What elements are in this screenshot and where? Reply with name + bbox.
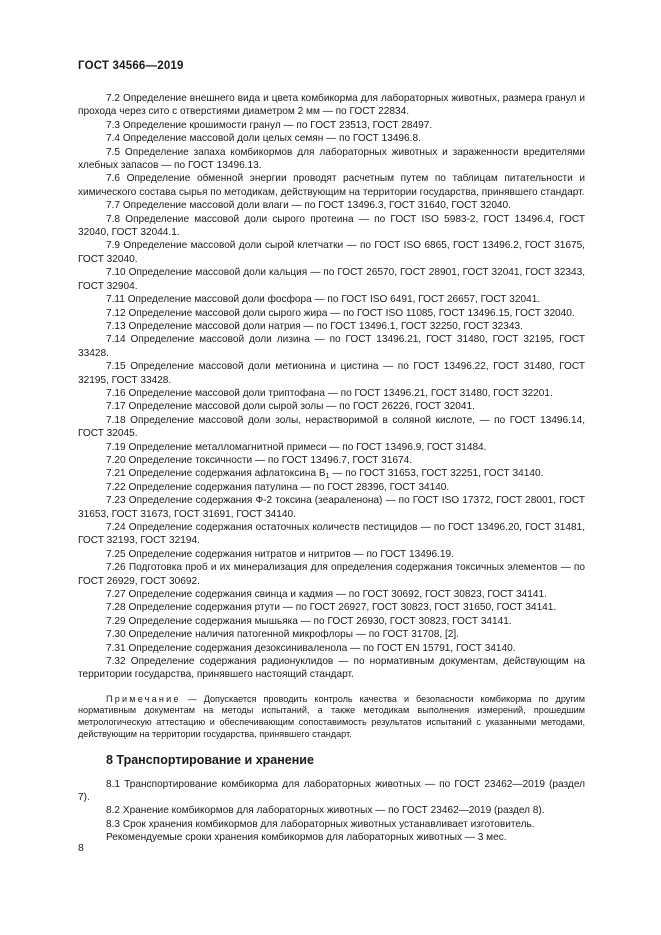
clause-8-1: 8.1 Транспортирование комбикорма для лабораторных животных — по ГОСТ 23462—2019 (раздел 7).	[78, 778, 585, 804]
note	[78, 694, 585, 740]
clause-7-2: 7.2 Определение внешнего вида и цвета комбикорма для лабораторных животных, размера гранул и прохода через сито с отверстиями диаметром 2 мм — по ГОСТ 22834.	[78, 93, 585, 118]
clause-7-21-text: 7.21 Определение содержания афлатоксина В	[106, 468, 326, 480]
clause-7-27: 7.27 Определение содержания свинца и кадмия — по ГОСТ 30692, ГОСТ 30823, ГОСТ 34141.	[106, 589, 547, 601]
clause-7-26: 7.26 Подготовка проб и их минерализация для определения содержания токсичных элементов — по ГОСТ 26929, ГОСТ 30692.	[78, 562, 585, 587]
clause-7-20: 7.20 Определение токсичности — по ГОСТ 13496.7, ГОСТ 31674.	[106, 454, 413, 466]
clause-7-13: 7.13 Определение массовой доли натрия — по ГОСТ 13496.1, ГОСТ 32250, ГОСТ 32343.	[106, 320, 523, 332]
clause-7-15: 7.15 Определение массовой доли метионина и цистина — по ГОСТ 13496.22, ГОСТ 31480, ГОСТ 32195, ГОСТ 33428.	[78, 361, 585, 386]
clause-7-14: 7.14 Определение массовой доли лизина — по ГОСТ 13496.21, ГОСТ 31480, ГОСТ 32195, ГОСТ 33428.	[78, 334, 585, 359]
section-8-title: 8 Транспортирование и хранение	[106, 753, 314, 768]
clause-7-8: 7.8 Определение массовой доли сырого протеина — по ГОСТ ISO 5983-2, ГОСТ 13496.4, ГОСТ 32040, ГОСТ 32044.1.	[78, 213, 585, 239]
clause-7-32: 7.32 Определение содержания радионуклидов — по нормативным документам, действующим на территории государства, принявшего настоящий стандарт.	[78, 656, 585, 681]
clause-7-21-subscript: 1	[325, 473, 330, 481]
clause-7-16: 7.16 Определение массовой доли триптофана — по ГОСТ 13496.21, ГОСТ 31480, ГОСТ 32201.	[106, 387, 553, 399]
clause-7-23: 7.23 Определение содержания Ф-2 токсина (зеараленона) — по ГОСТ ISO 17372, ГОСТ 28001, ГОСТ 31653, ГОСТ 31673, ГОСТ 31691, ГОСТ 34140.	[78, 495, 585, 520]
clause-7-19: 7.19 Определение металломагнитной примеси — по ГОСТ 13496.9, ГОСТ 31484.	[106, 441, 487, 453]
storage-recommendation: Рекомендуемые сроки хранения комбикормов для лабораторных животных — 3 мес.	[106, 832, 507, 844]
page-number: 8	[78, 842, 84, 854]
clause-8-3: 8.3 Срок хранения комбикормов для лабораторных животных устанавливает изготовитель.	[106, 818, 535, 830]
clause-7-21-text-end: — по ГОСТ 31653, ГОСТ 32251, ГОСТ 34140.	[329, 468, 544, 480]
clause-7-4: 7.4 Определение массовой доли целых семян — по ГОСТ 13496.8.	[106, 133, 421, 145]
document-header: ГОСТ 34566—2019	[78, 60, 184, 72]
clause-7-31: 7.31 Определение содержания дезоксиниваленола — по ГОСТ EN 15791, ГОСТ 34140.	[106, 642, 516, 654]
clause-7-10: 7.10 Определение массовой доли кальция — по ГОСТ 26570, ГОСТ 28901, ГОСТ 32041, ГОСТ 32343, ГОСТ 32904.	[78, 267, 585, 292]
clause-7-7: 7.7 Определение массовой доли влаги — по ГОСТ 13496.3, ГОСТ 31640, ГОСТ 32040.	[106, 200, 511, 212]
clause-7-6: 7.6 Определение обменной энергии проводят расчетным путем по таблицам питательности и химического состава сырья по методикам, действующим на территории государства, принявшего стандарт.	[78, 173, 585, 198]
clause-7-22: 7.22 Определение содержания патулина — по ГОСТ 28396, ГОСТ 34140.	[106, 481, 450, 493]
clause-7-17: 7.17 Определение массовой доли сырой золы — по ГОСТ 26226, ГОСТ 32041.	[106, 401, 475, 413]
clause-7-28: 7.28 Определение содержания ртути — по ГОСТ 26927, ГОСТ 30823, ГОСТ 31650, ГОСТ 34141.	[106, 602, 557, 614]
clause-7-18: 7.18 Определение массовой доли золы, нерастворимой в соляной кислоте, — по ГОСТ 13496.14, ГОСТ 32045.	[78, 414, 585, 440]
note-text: — Допускается проводить контроль качества и безопасности комбикорма по другим нормативным документам на методы испытаний, а также методикам выполнения измерений, прошедшим метрологическую аттестацию и обеспечивающим сопоставимость результатов испытаний с указанными методами, действующим на территории государства, принявшего стандарт.	[78, 693, 585, 739]
note-label: Примечание	[106, 693, 181, 704]
document-body	[78, 92, 585, 845]
clause-7-24: 7.24 Определение содержания остаточных количеств пестицидов — по ГОСТ 13496.20, ГОСТ 31481, ГОСТ 32193, ГОСТ 32194.	[78, 522, 585, 547]
clause-8-2: 8.2 Хранение комбикормов для лабораторных животных — по ГОСТ 23462—2019 (раздел 8).	[106, 805, 545, 817]
clause-7-3: 7.3 Определение крошимости гранул — по ГОСТ 23513, ГОСТ 28497.	[106, 119, 433, 131]
clause-7-29: 7.29 Определение содержания мышьяка — по ГОСТ 26930, ГОСТ 30823, ГОСТ 34141.	[106, 615, 512, 627]
clause-7-11: 7.11 Определение массовой доли фосфора — по ГОСТ ISO 6491, ГОСТ 26657, ГОСТ 32041.	[106, 294, 541, 306]
clause-7-25: 7.25 Определение содержания нитратов и нитритов — по ГОСТ 13496.19.	[106, 548, 454, 560]
clause-7-12: 7.12 Определение массовой доли сырого жира — по ГОСТ ISO 11085, ГОСТ 13496.15, ГОСТ 32040.	[106, 307, 575, 319]
clause-7-5: 7.5 Определение запаха комбикормов для лабораторных животных и зараженности вредителями хлебных запасов — по ГОСТ 13496.13.	[78, 146, 585, 172]
clause-7-30: 7.30 Определение наличия патогенной микрофлоры — по ГОСТ 31708, [2].	[106, 629, 459, 641]
clause-7-9: 7.9 Определение массовой доли сырой клетчатки — по ГОСТ ISO 6865, ГОСТ 13496.2, ГОСТ 31675, ГОСТ 32040.	[78, 240, 585, 265]
clause-7-21	[78, 467, 585, 480]
